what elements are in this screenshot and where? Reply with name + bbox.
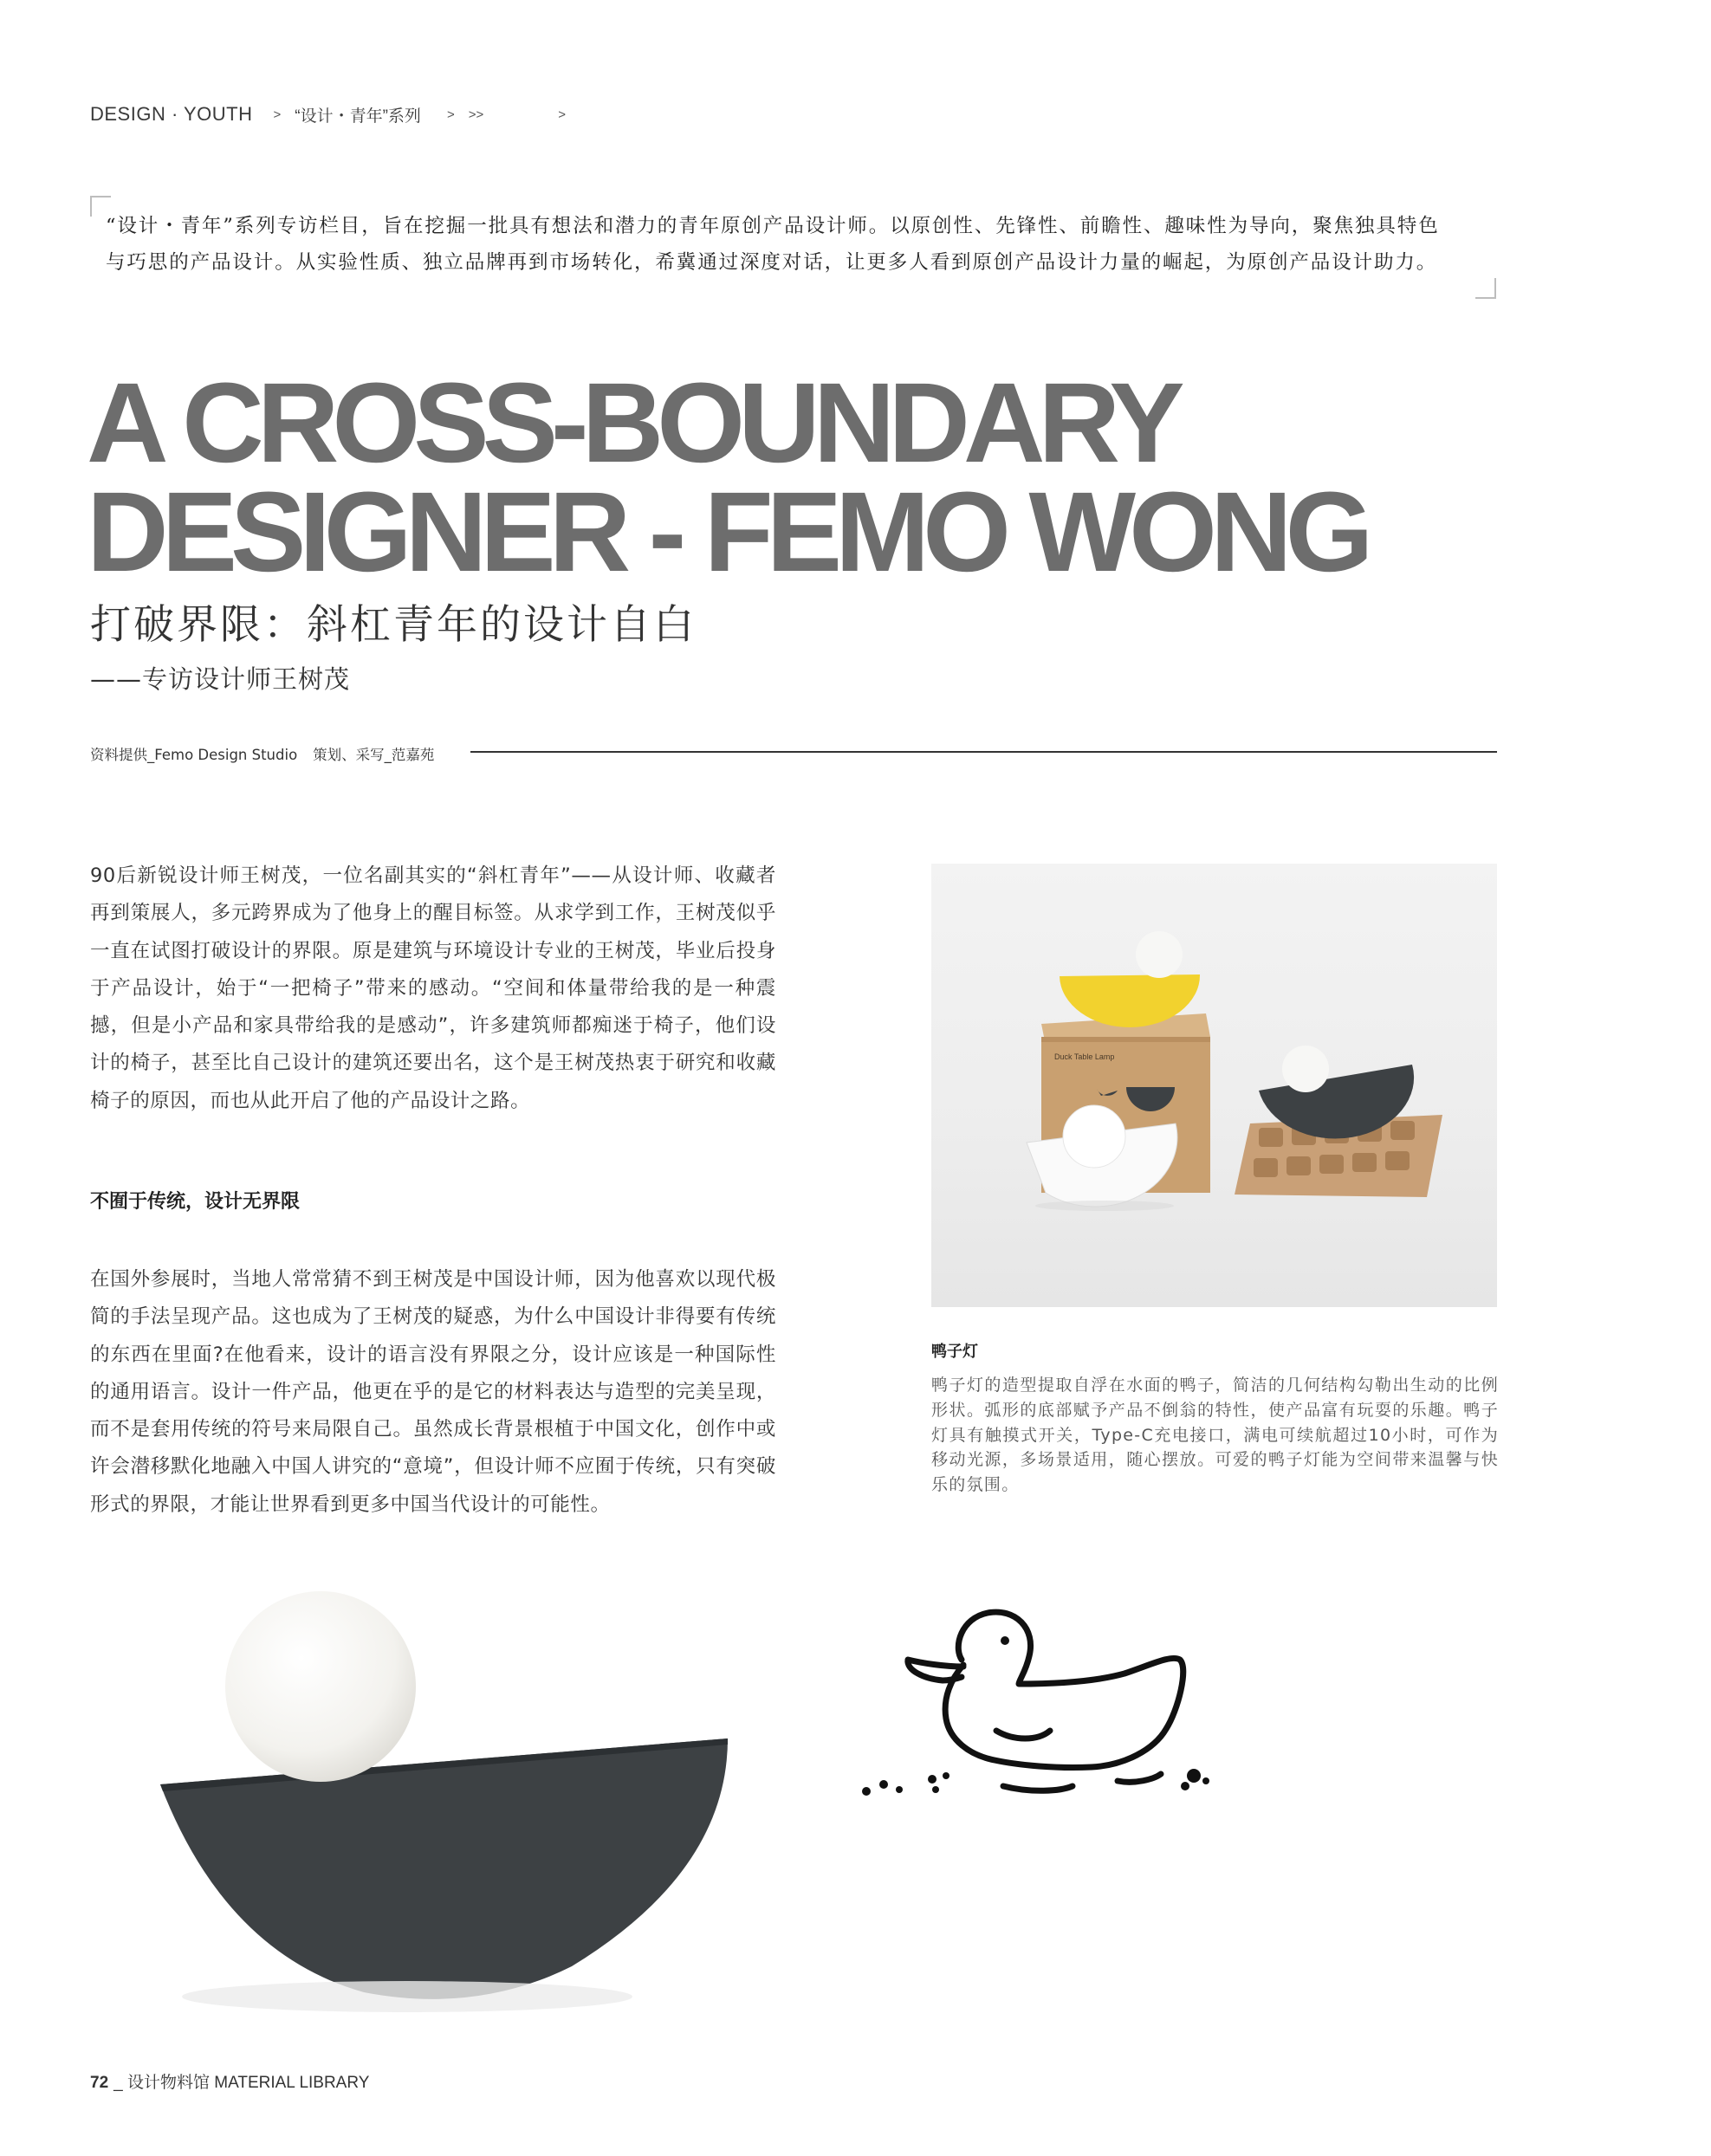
breadcrumb-separator: > [558, 107, 566, 122]
duck-lamps-illustration [931, 864, 1497, 1307]
breadcrumb [90, 102, 580, 126]
section-heading: 不囿于传统，设计无界限 [90, 1191, 301, 1213]
chinese-subtitle: ——专访设计师王树茂 [90, 664, 351, 694]
chinese-title: 打破界限：斜杠青年的设计自白 [90, 601, 697, 649]
page-number: 72 [90, 2074, 109, 2092]
credit-divider [470, 751, 1497, 753]
duck-lamp-closeup [121, 1559, 901, 2044]
credit-author: 策划、采写_范嘉苑 [313, 747, 435, 763]
breadcrumb-double-separator: >> [468, 107, 484, 122]
caption-text: 鸭子灯的造型提取自浮在水面的鸭子，简洁的几何结构勾勒出生动的比例形状。弧形的底部赋予产品不倒翁的特性，使产品富有玩耍的乐趣。鸭子灯具有触摸式开关，Type-C充电接口，满电可续航超过10小时，可作为移动光源，多场景适用，随心摆放。可爱的鸭子灯能为空间带来温馨与快乐的氛围。 [931, 1376, 1499, 1495]
breadcrumb-series: “设计・青年”系列 [295, 107, 421, 126]
duck-sketch-drawing [849, 1594, 1299, 1854]
lamp-globe [225, 1591, 416, 1782]
breadcrumb-separator: > [446, 107, 455, 122]
credit-source: 资料提供_Femo Design Studio [90, 747, 298, 763]
publication-name: _ 设计物料馆 MATERIAL LIBRARY [113, 2074, 370, 2092]
breadcrumb-section: DESIGN · YOUTH [90, 103, 253, 125]
article-paragraph-1: 90后新锐设计师王树茂，一位名副其实的“斜杠青年”——从设计师、收藏者再到策展人，多元跨界成为了他身上的醒目标签。从求学到工作，王树茂似乎一直在试图打破设计的界限。原是建筑与环境设计专业的王树茂，毕业后投身于产品设计，始于“一把椅子”带来的感动。“空间和体量带给我的是一种震撼，但是小产品和家具带给我的是感动”，许多建筑师都痴迷于椅子，他们设计的椅子，甚至比自己设计的建筑还要出名，这个是王树茂热衷于研究和收藏椅子的原因，而也从此开启了他的产品设计之路。 [90, 864, 776, 1112]
caption-title: 鸭子灯 [931, 1343, 978, 1361]
page-footer [90, 2069, 369, 2093]
article-paragraph-2: 在国外参展时，当地人常常猜不到王树茂是中国设计师，因为他喜欢以现代极简的手法呈现产品。这也成为了王树茂的疑惑，为什么中国设计非得要有传统的东西在里面?在他看来，设计的语言没有界限之分，设计应该是一种国际性的通用语言。设计一件产品，他更在乎的是它的材料表达与造型的完美呈现，而不是套用传统的符号来局限自己。虽然成长背景根植于中国文化，创作中或许会潜移默化地融入中国人讲究的“意境”，但设计师不应囿于传统，只有突破形式的界限，才能让世界看到更多中国当代设计的可能性。 [90, 1268, 776, 1516]
intro-text: “设计・青年”系列专访栏目，旨在挖掘一批具有想法和潜力的青年原创产品设计师。以原创性、先锋性、前瞻性、趣味性为导向，聚焦独具特色 与巧思的产品设计。从实验性质、独立品牌再到市场转化，希冀通过深度对话，让更多人看到原创产品设计力量的崛起，为原创产品设计助力。 [106, 215, 1440, 274]
breadcrumb-separator: > [273, 107, 282, 122]
product-photo [931, 864, 1497, 1307]
quote-corner-bottom-right [1475, 278, 1496, 299]
box-label: Duck Table Lamp [1054, 1052, 1115, 1061]
headline-title: A CROSS-BOUNDARY DESIGNER - FEMO WONG [87, 359, 1367, 595]
credit-line [90, 743, 434, 764]
